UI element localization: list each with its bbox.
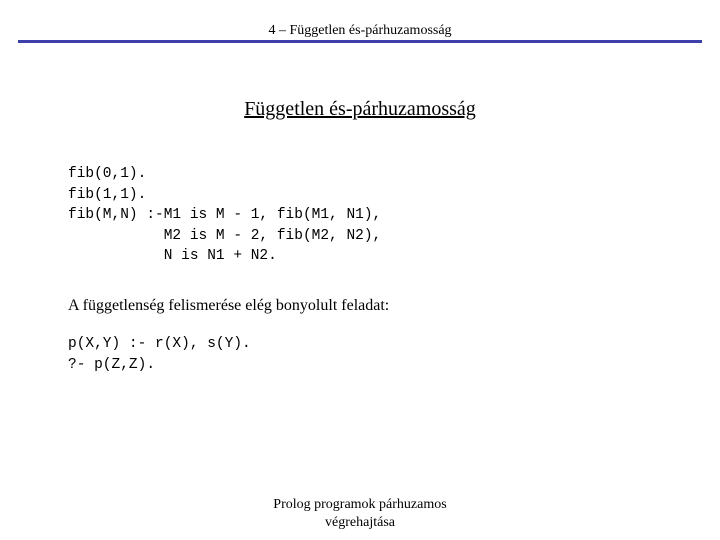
code-line: fib(M,N) :-M1 is M - 1, fib(M1, N1), bbox=[68, 207, 382, 223]
header-title: 4 – Független és-párhuzamosság bbox=[268, 23, 452, 38]
code-line: ?- p(Z,Z). bbox=[68, 356, 156, 373]
slide-title: Független és-párhuzamosság bbox=[244, 98, 476, 120]
independence-note: A függetlenség felismerése elég bonyolult feladat: bbox=[68, 297, 390, 314]
code-line: fib(1,1). bbox=[68, 186, 147, 203]
footer-line: végrehajtása bbox=[325, 515, 395, 530]
fib-code-block bbox=[68, 164, 381, 267]
code-line: fib(0,1). bbox=[68, 166, 147, 182]
footer-caption bbox=[240, 496, 480, 532]
header-divider bbox=[18, 40, 702, 43]
goal-code-block bbox=[68, 334, 251, 375]
code-line: N is N1 + N2. bbox=[68, 248, 277, 264]
code-line: p(X,Y) :- r(X), s(Y). bbox=[68, 336, 251, 352]
footer-line: Prolog programok párhuzamos bbox=[273, 497, 447, 512]
code-line: M2 is M - 2, fib(M2, N2), bbox=[68, 227, 382, 244]
